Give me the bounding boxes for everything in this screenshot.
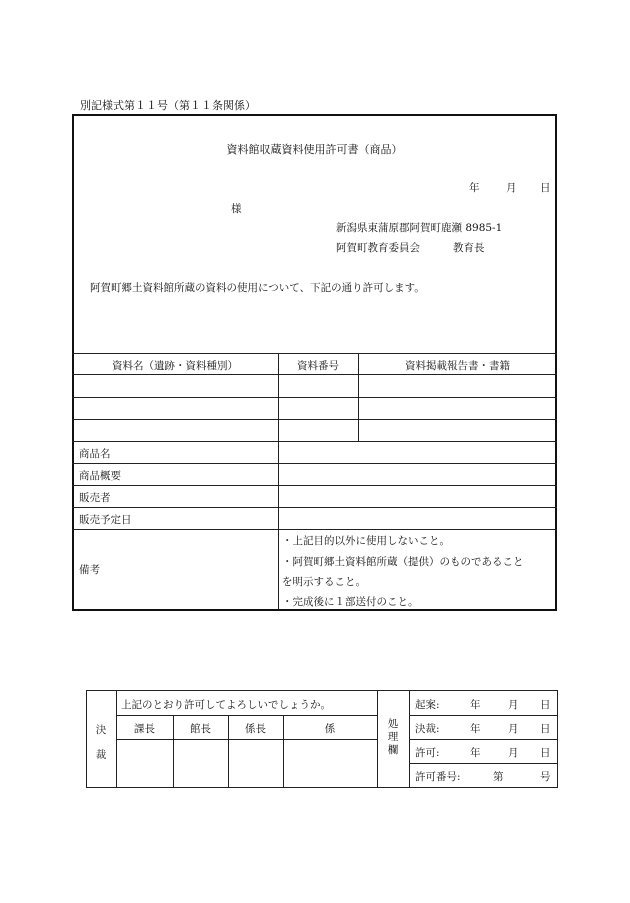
report-book-cell[interactable] (359, 420, 555, 440)
table-header-material-number: 資料番号 (297, 360, 339, 372)
process-year: 年 (470, 699, 481, 711)
table-header-report-book: 資料掲載報告書・書籍 (405, 360, 510, 372)
issuer-title: 教育長 (453, 242, 485, 254)
issuer-address: 新潟県東蒲原郡阿賀町鹿瀬 8985-1 (336, 222, 503, 234)
approval-side-label-2: 裁 (95, 749, 107, 761)
material-name-cell[interactable] (73, 420, 277, 440)
role-header: 館長 (190, 723, 211, 735)
table-header-material-name: 資料名（遺跡・資料種別） (112, 360, 238, 372)
report-book-cell[interactable] (359, 375, 555, 396)
addressee-suffix: 様 (231, 203, 242, 215)
process-year: 年 (470, 747, 481, 759)
remarks-line: ・上記目的以外に使用しないこと。 (282, 535, 450, 547)
issuer-org: 阿賀町教育委員会 (336, 242, 420, 254)
process-label-3: 欄 (387, 744, 399, 756)
process-label-1: 処 (387, 718, 399, 730)
process-month: 月 (508, 747, 519, 759)
field-label-sale-date: 販売予定日 (79, 514, 132, 526)
remarks-line: ・完成後に１部送付のこと。 (282, 596, 419, 608)
process-day: 日 (540, 723, 551, 735)
form-code: 別記様式第１１号（第１１条関係） (80, 99, 256, 112)
process-row-label: 決裁: (415, 723, 440, 735)
process-label-2: 理 (387, 731, 399, 743)
approval-statement: 上記のとおり許可してよろしいでしょうか。 (121, 699, 331, 711)
process-row-label: 許可: (415, 747, 440, 759)
role-header: 係 (324, 723, 336, 735)
role-header: 課長 (134, 723, 155, 735)
process-day: 日 (540, 699, 551, 711)
process-row-label: 許可番号: (415, 771, 461, 783)
body-text: 阿賀町郷土資料館所蔵の資料の使用について、下記の通り許可します。 (90, 282, 425, 294)
process-year: 年 (470, 723, 481, 735)
field-label-product-name: 商品名 (79, 448, 111, 460)
permit-number-suffix: 号 (540, 771, 551, 783)
material-name-cell[interactable] (73, 375, 277, 396)
field-label-seller: 販売者 (79, 492, 111, 504)
stamp-cell[interactable] (174, 740, 227, 786)
remarks-line: ・阿賀町郷土資料館所蔵（提供）のものであること (282, 556, 524, 568)
remarks-label: 備考 (79, 564, 100, 576)
field-label-product-summary: 商品概要 (79, 470, 121, 482)
material-number-cell[interactable] (279, 375, 357, 396)
date-month: 月 (506, 182, 517, 194)
report-book-cell[interactable] (359, 398, 555, 418)
stamp-cell[interactable] (284, 740, 376, 786)
material-name-cell[interactable] (73, 398, 277, 418)
stamp-cell[interactable] (229, 740, 282, 786)
doc-title: 資料館収蔵資料使用許可書（商品） (226, 143, 403, 156)
material-number-cell[interactable] (279, 420, 357, 440)
permit-number-prefix: 第 (493, 771, 504, 783)
process-day: 日 (540, 747, 551, 759)
stamp-cell[interactable] (117, 740, 172, 786)
material-number-cell[interactable] (279, 398, 357, 418)
remarks-line: を明示すること。 (282, 576, 366, 588)
process-row-label: 起案: (415, 699, 440, 711)
process-month: 月 (508, 699, 519, 711)
role-header: 係長 (245, 723, 266, 735)
date-year: 年 (469, 182, 480, 194)
approval-side-label-1: 決 (95, 724, 107, 736)
date-day: 日 (540, 182, 551, 194)
process-month: 月 (508, 723, 519, 735)
